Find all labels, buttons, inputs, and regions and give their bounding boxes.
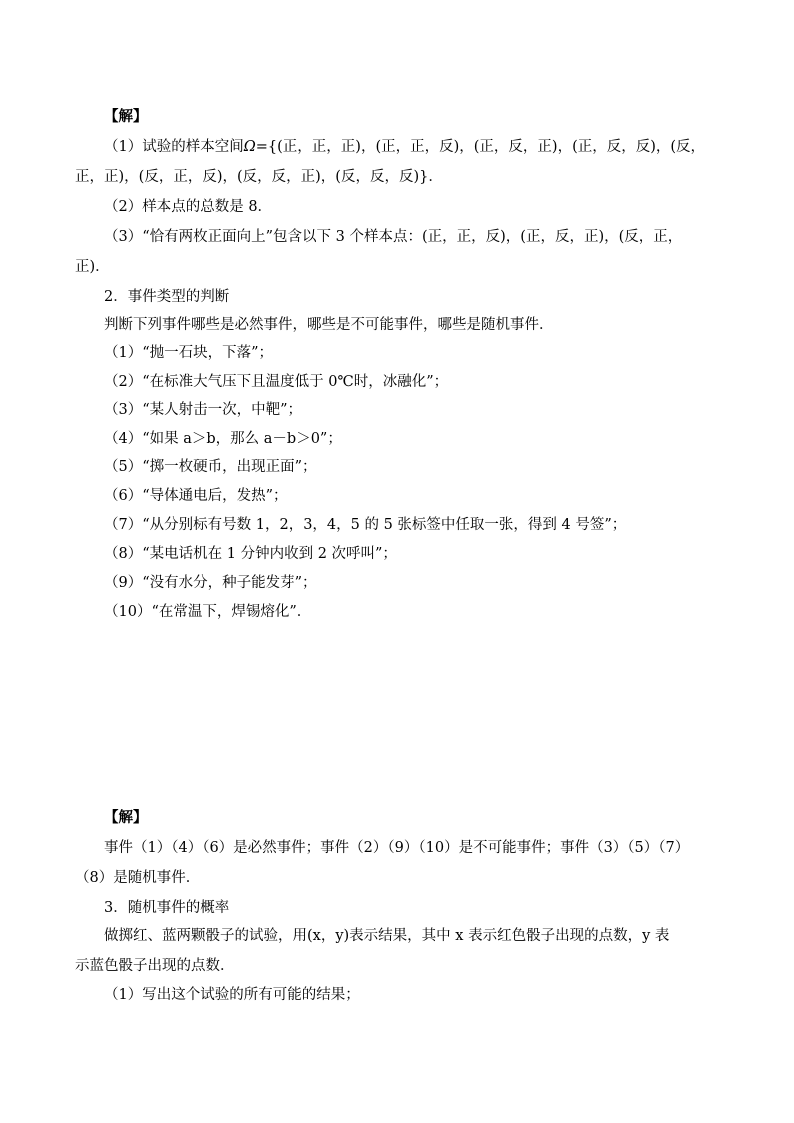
answer-line-2: （8）是随机事件． [75, 870, 201, 886]
event-item: （4）“如果 a＞b，那么 a－b＞0”； [104, 431, 342, 447]
sample-space-set: {(正，正，正)，(正，正，反)，(正，反，正)，(正，反，反)，(反， [267, 139, 706, 155]
question-1: （1）写出这个试验的所有可能的结果； [104, 987, 360, 1003]
event-item: （10）“在常温下，焊锡熔化”． [104, 604, 312, 620]
event-item: （6）“导体通电后，发热”； [104, 488, 288, 504]
section-2-instruction: 判断下列事件哪些是必然事件，哪些是不可能事件，哪些是随机事件． [104, 317, 554, 333]
event-item: （2）“在标准大气压下且温度低于 0℃时，冰融化”； [104, 374, 449, 390]
event-item: （7）“从分别标有号数 1，2，3，4，5 的 5 张标签中任取一张，得到 4 号签”； [104, 517, 627, 533]
event-item: （3）“某人射击一次，中靶”； [104, 402, 303, 418]
event-item: （5）“掷一枚硬币，出现正面”； [104, 459, 317, 475]
dice-description-line-2: 示蓝色骰子出现的点数． [75, 958, 235, 974]
two-heads-line-1: （3）“恰有两枚正面向上”包含以下 3 个样本点：(正，正，反)，(正，反，正)，(反，正， [104, 229, 683, 245]
dice-description-line-1: 做掷红、蓝两颗骰子的试验，用(x，y)表示结果，其中 x 表示红色骰子出现的点数，y 表 [104, 928, 670, 944]
event-item: （8）“某电话机在 1 分钟内收到 2 次呼叫”； [104, 546, 397, 562]
solution-heading: 【解】 [104, 809, 148, 826]
sample-count-line: （2）样本点的总数是 8． [104, 199, 273, 215]
sample-space-line-1 [104, 137, 705, 157]
two-heads-line-2: 正)． [75, 259, 110, 275]
section-3-title: 3．随机事件的概率 [104, 900, 230, 916]
sample-space-text: （1）试验的样本空间 [104, 139, 244, 155]
section-2-title: 2．事件类型的判断 [104, 289, 230, 305]
solution-heading: 【解】 [104, 108, 148, 125]
sample-space-line-2: 正，正)，(反，正，反)，(反，反，正)，(反，反，反)}． [75, 169, 443, 185]
answer-line-1: 事件（1）（4）（6）是必然事件；事件（2）（9）（10）是不可能事件；事件（3）（5）（7） [104, 840, 690, 856]
event-item: （1）“抛一石块，下落”； [104, 345, 274, 361]
event-item: （9）“没有水分，种子能发芽”； [104, 575, 317, 591]
omega-symbol: Ω= [243, 139, 268, 155]
